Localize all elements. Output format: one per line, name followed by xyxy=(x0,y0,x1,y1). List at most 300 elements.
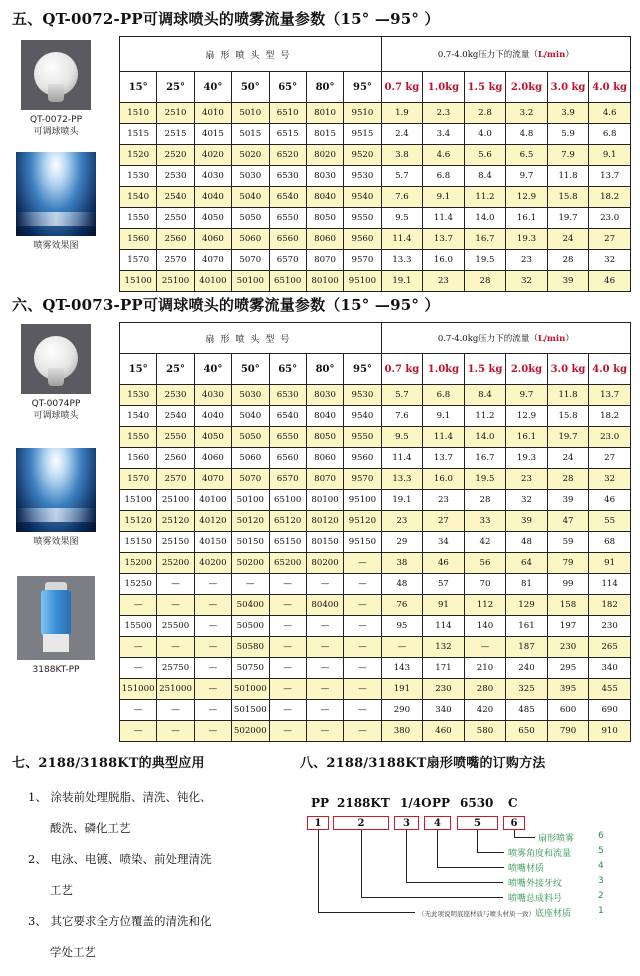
model-cell: — xyxy=(306,574,343,595)
model-caption: 扇形喷头型号 xyxy=(120,37,382,72)
model-cell: 9520 xyxy=(344,145,381,166)
model-cell: 15500 xyxy=(120,616,157,637)
model-cell: 5030 xyxy=(232,166,269,187)
model-cell: 6510 xyxy=(269,103,306,124)
flow-cell: 7.6 xyxy=(381,406,423,427)
flow-cell: 16.7 xyxy=(464,448,506,469)
flow-cell: 6.8 xyxy=(423,385,465,406)
spray-photo xyxy=(16,448,96,532)
flow-caption: 0.7-4.0kg压力下的流量（L/min） xyxy=(381,37,630,72)
model-cell: 40100 xyxy=(194,271,231,292)
model-cell: — xyxy=(194,679,231,700)
model-cell: 1550 xyxy=(120,208,157,229)
flow-cell: 16.0 xyxy=(423,469,465,490)
table-row xyxy=(120,469,631,490)
table-row xyxy=(120,658,631,679)
flow-cell: 158 xyxy=(547,595,589,616)
flow-cell: 650 xyxy=(506,721,548,742)
model-cell: 15250 xyxy=(120,574,157,595)
flow-cell: 13.3 xyxy=(381,469,423,490)
pressure-header: 4.0 kg xyxy=(589,354,631,385)
legend-item-5: 喷雾角度和流量 5 xyxy=(508,846,604,859)
flow-cell: 600 xyxy=(547,700,589,721)
model-cell: 1530 xyxy=(120,385,157,406)
model-cell: 80100 xyxy=(306,271,343,292)
spray-label: 喷雾效果图 xyxy=(33,537,79,547)
model-cell: 4015 xyxy=(194,124,231,145)
flow-cell: 11.4 xyxy=(381,229,423,250)
model-cell: — xyxy=(157,637,194,658)
model-cell: 9540 xyxy=(344,187,381,208)
flow-cell: 210 xyxy=(464,658,506,679)
product-photo xyxy=(17,576,95,660)
model-cell: 8020 xyxy=(306,145,343,166)
model-cell: 2570 xyxy=(157,469,194,490)
flow-cell: 11.4 xyxy=(423,208,465,229)
model-cell: — xyxy=(194,721,231,742)
flow-cell: 28 xyxy=(547,469,589,490)
table-row xyxy=(120,406,631,427)
flow-cell: 28 xyxy=(547,250,589,271)
model-cell: — xyxy=(194,595,231,616)
model-cell: — xyxy=(306,679,343,700)
model-cell: — xyxy=(194,637,231,658)
flow-cell: 32 xyxy=(589,469,631,490)
flow-cell: 18.2 xyxy=(589,187,631,208)
flow-cell: 23 xyxy=(423,271,465,292)
model-cell: 8070 xyxy=(306,250,343,271)
pressure-header: 1.5 kg xyxy=(464,72,506,103)
model-cell: 8040 xyxy=(306,187,343,208)
flow-cell: 47 xyxy=(547,511,589,532)
model-cell: 8015 xyxy=(306,124,343,145)
model-cell: 6530 xyxy=(269,166,306,187)
flow-cell: 14.0 xyxy=(464,208,506,229)
flow-cell: 29 xyxy=(381,532,423,553)
flow-cell: 3.4 xyxy=(423,124,465,145)
table-row xyxy=(120,427,631,448)
model-cell: 1540 xyxy=(120,406,157,427)
flow-cell: 23 xyxy=(506,250,548,271)
code-box-1: 1 xyxy=(307,816,329,830)
code-box-6: 6 xyxy=(503,816,525,830)
model-cell: 2510 xyxy=(157,103,194,124)
model-cell: 25200 xyxy=(157,553,194,574)
model-cell: 9530 xyxy=(344,385,381,406)
flow-cell: 161 xyxy=(506,616,548,637)
model-cell: 6560 xyxy=(269,448,306,469)
flow-cell: 91 xyxy=(423,595,465,616)
flow-cell: 9.7 xyxy=(506,166,548,187)
flow-cell: 171 xyxy=(423,658,465,679)
flow-cell: 13.7 xyxy=(589,385,631,406)
flow-cell: 12.9 xyxy=(506,187,548,208)
flow-cell: 23 xyxy=(381,511,423,532)
model-cell: 251000 xyxy=(157,679,194,700)
flow-cell: 197 xyxy=(547,616,589,637)
model-cell: — xyxy=(157,700,194,721)
flow-cell: 15.8 xyxy=(547,406,589,427)
list-item: 酸洗、磷化工艺 xyxy=(50,821,131,835)
flow-cell: 485 xyxy=(506,700,548,721)
angle-header: 95° xyxy=(344,354,381,385)
flow-cell: 15.8 xyxy=(547,187,589,208)
angle-header: 15° xyxy=(120,354,157,385)
model-cell: 50400 xyxy=(232,595,269,616)
flow-cell: 28 xyxy=(464,490,506,511)
model-cell: 1560 xyxy=(120,448,157,469)
angle-header: 40° xyxy=(194,72,231,103)
model-cell: — xyxy=(269,637,306,658)
model-cell: 8040 xyxy=(306,406,343,427)
flow-cell: 112 xyxy=(464,595,506,616)
flow-cell: 132 xyxy=(423,637,465,658)
model-cell: 6570 xyxy=(269,469,306,490)
model-cell: — xyxy=(194,700,231,721)
flow-cell: 33 xyxy=(464,511,506,532)
legend-item-3: 喷嘴外接牙纹 3 xyxy=(508,876,604,889)
table-row xyxy=(120,448,631,469)
pressure-header: 0.7 kg xyxy=(381,354,423,385)
model-cell: 9560 xyxy=(344,448,381,469)
flow-cell: 790 xyxy=(547,721,589,742)
model-cell: 1570 xyxy=(120,250,157,271)
table-row xyxy=(120,574,631,595)
model-cell: 40100 xyxy=(194,490,231,511)
model-cell: 6540 xyxy=(269,406,306,427)
pressure-header: 2.0kg xyxy=(506,354,548,385)
flow-cell: 3.8 xyxy=(381,145,423,166)
flow-cell: 19.1 xyxy=(381,490,423,511)
flow-cell: 114 xyxy=(423,616,465,637)
flow-cell: 5.6 xyxy=(464,145,506,166)
table-row xyxy=(120,385,631,406)
angle-header: 50° xyxy=(232,354,269,385)
model-cell: 4050 xyxy=(194,427,231,448)
flow-cell: 24 xyxy=(547,448,589,469)
model-cell: 5010 xyxy=(232,103,269,124)
model-cell: 80400 xyxy=(306,595,343,616)
model-cell: 4070 xyxy=(194,469,231,490)
model-cell: 1520 xyxy=(120,145,157,166)
nozzle-photo xyxy=(21,324,91,394)
model-cell: 8030 xyxy=(306,166,343,187)
pressure-header: 1.0kg xyxy=(423,354,465,385)
model-cell: 95100 xyxy=(344,490,381,511)
code-part: 2188KT xyxy=(337,796,390,810)
flow-cell: 129 xyxy=(506,595,548,616)
model-cell: 40200 xyxy=(194,553,231,574)
flow-cell: 19.1 xyxy=(381,271,423,292)
pressure-header: 4.0 kg xyxy=(589,72,631,103)
flow-cell: 5.9 xyxy=(547,124,589,145)
model-cell: 2520 xyxy=(157,145,194,166)
flow-cell: 32 xyxy=(589,250,631,271)
model-cell: 6570 xyxy=(269,250,306,271)
model-cell: 9540 xyxy=(344,406,381,427)
model-cell: 9530 xyxy=(344,166,381,187)
flow-cell: 143 xyxy=(381,658,423,679)
flow-cell: 5.7 xyxy=(381,166,423,187)
code-box-5: 5 xyxy=(457,816,498,830)
flow-cell: 38 xyxy=(381,553,423,574)
section6-flow-table xyxy=(119,322,631,742)
flow-cell: 11.8 xyxy=(547,385,589,406)
model-cell: 6520 xyxy=(269,145,306,166)
flow-cell: 13.3 xyxy=(381,250,423,271)
flow-cell: 460 xyxy=(423,721,465,742)
flow-cell: 46 xyxy=(423,553,465,574)
model-cell: — xyxy=(194,616,231,637)
nozzle-name-label: 可调球喷头 xyxy=(33,127,79,137)
model-cell: 2515 xyxy=(157,124,194,145)
model-cell: 5070 xyxy=(232,469,269,490)
model-cell: 9550 xyxy=(344,208,381,229)
angle-header: 40° xyxy=(194,354,231,385)
angle-header: 80° xyxy=(306,72,343,103)
flow-cell: 9.1 xyxy=(423,406,465,427)
flow-cell: 24 xyxy=(547,229,589,250)
model-cell: 151000 xyxy=(120,679,157,700)
flow-cell: 4.0 xyxy=(464,124,506,145)
flow-cell: 9.1 xyxy=(589,145,631,166)
flow-cell: 340 xyxy=(589,658,631,679)
model-cell: 50200 xyxy=(232,553,269,574)
angle-header: 25° xyxy=(157,72,194,103)
model-cell: — xyxy=(157,721,194,742)
angle-header: 80° xyxy=(306,354,343,385)
flow-cell: 11.2 xyxy=(464,406,506,427)
flow-cell: 230 xyxy=(547,637,589,658)
model-cell: 6560 xyxy=(269,229,306,250)
model-cell: 15100 xyxy=(120,490,157,511)
angle-header: 25° xyxy=(157,354,194,385)
flow-cell: 230 xyxy=(423,679,465,700)
model-cell: 80120 xyxy=(306,511,343,532)
spray-photo xyxy=(16,152,96,236)
flow-cell: 27 xyxy=(423,511,465,532)
flow-cell: 182 xyxy=(589,595,631,616)
model-cell: 9510 xyxy=(344,103,381,124)
flow-cell: 34 xyxy=(423,532,465,553)
model-cell: 6515 xyxy=(269,124,306,145)
angle-header: 65° xyxy=(269,354,306,385)
flow-cell: 57 xyxy=(423,574,465,595)
table-row xyxy=(120,124,631,145)
model-cell: — xyxy=(157,595,194,616)
model-cell: 50120 xyxy=(232,511,269,532)
flow-cell: 6.5 xyxy=(506,145,548,166)
flow-cell: 19.7 xyxy=(547,427,589,448)
flow-cell: 19.5 xyxy=(464,250,506,271)
model-cell: 8010 xyxy=(306,103,343,124)
model-cell: 5040 xyxy=(232,187,269,208)
table-row xyxy=(120,103,631,124)
legend-item-4: 喷嘴材质 4 xyxy=(508,861,604,874)
flow-cell: 9.1 xyxy=(423,187,465,208)
flow-cell: 16.7 xyxy=(464,229,506,250)
model-cell: — xyxy=(232,574,269,595)
nozzle-photo xyxy=(21,40,91,110)
flow-cell: 27 xyxy=(589,229,631,250)
angle-header: 50° xyxy=(232,72,269,103)
angle-header: 95° xyxy=(344,72,381,103)
model-cell: 80100 xyxy=(306,490,343,511)
flow-cell: — xyxy=(464,637,506,658)
model-cell: — xyxy=(306,658,343,679)
model-cell: 2550 xyxy=(157,427,194,448)
flow-cell: 99 xyxy=(547,574,589,595)
table-row xyxy=(120,250,631,271)
model-cell: 6550 xyxy=(269,427,306,448)
table-row xyxy=(120,187,631,208)
model-cell: 9560 xyxy=(344,229,381,250)
pressure-header: 3.0 kg xyxy=(547,72,589,103)
model-cell: 50580 xyxy=(232,637,269,658)
model-cell: — xyxy=(344,574,381,595)
product-label: 3188KT-PP xyxy=(32,665,80,675)
model-cell: 1540 xyxy=(120,187,157,208)
code-part: PP xyxy=(432,796,451,810)
model-cell: 25500 xyxy=(157,616,194,637)
model-cell: — xyxy=(344,595,381,616)
model-cell: 40120 xyxy=(194,511,231,532)
flow-cell: 1.9 xyxy=(381,103,423,124)
model-cell: 8050 xyxy=(306,208,343,229)
flow-cell: 13.7 xyxy=(589,166,631,187)
flow-cell: 19.3 xyxy=(506,229,548,250)
flow-cell: 325 xyxy=(506,679,548,700)
model-cell: — xyxy=(344,658,381,679)
model-cell: 95120 xyxy=(344,511,381,532)
flow-cell: 240 xyxy=(506,658,548,679)
model-cell: 2540 xyxy=(157,406,194,427)
flow-cell: 340 xyxy=(423,700,465,721)
model-cell: 80200 xyxy=(306,553,343,574)
model-cell: — xyxy=(269,595,306,616)
model-cell: 502000 xyxy=(232,721,269,742)
flow-cell: 23 xyxy=(423,490,465,511)
model-cell: 1510 xyxy=(120,103,157,124)
table-row xyxy=(120,679,631,700)
table-row xyxy=(120,616,631,637)
model-cell: — xyxy=(306,700,343,721)
flow-cell: 39 xyxy=(547,490,589,511)
model-cell: 6550 xyxy=(269,208,306,229)
flow-cell: 395 xyxy=(547,679,589,700)
model-cell: 9570 xyxy=(344,469,381,490)
model-cell: 80150 xyxy=(306,532,343,553)
flow-cell: 3.2 xyxy=(506,103,548,124)
model-cell: 9550 xyxy=(344,427,381,448)
flow-cell: 55 xyxy=(589,511,631,532)
model-cell: 25750 xyxy=(157,658,194,679)
model-cell: 5070 xyxy=(232,250,269,271)
flow-cell: 18.2 xyxy=(589,406,631,427)
model-cell: 4050 xyxy=(194,208,231,229)
flow-cell: 580 xyxy=(464,721,506,742)
model-cell: 5060 xyxy=(232,229,269,250)
flow-cell: 79 xyxy=(547,553,589,574)
application-list xyxy=(28,790,211,976)
model-cell: — xyxy=(344,637,381,658)
flow-cell: 39 xyxy=(547,271,589,292)
legend-item-2: 喷嘴总成料号 2 xyxy=(508,891,604,904)
model-cell: 2570 xyxy=(157,250,194,271)
model-cell: 5060 xyxy=(232,448,269,469)
nozzle-model-label: QT-0074PP xyxy=(31,399,81,409)
flow-cell: 230 xyxy=(589,616,631,637)
table-row xyxy=(120,145,631,166)
flow-cell: 23.0 xyxy=(589,427,631,448)
flow-cell: 140 xyxy=(464,616,506,637)
pressure-header: 2.0kg xyxy=(506,72,548,103)
model-cell: 501000 xyxy=(232,679,269,700)
code-box-2: 2 xyxy=(333,816,389,830)
legend-item-1: （无此项说明底座材质与喷头材质一致）底座材质 1 xyxy=(418,906,604,919)
model-cell: 25120 xyxy=(157,511,194,532)
section5-flow-table xyxy=(119,36,631,292)
flow-cell: 290 xyxy=(381,700,423,721)
section7-title: 七、2188/3188KT的典型应用 xyxy=(12,756,205,771)
flow-cell: 7.9 xyxy=(547,145,589,166)
flow-cell: 13.7 xyxy=(423,448,465,469)
table-row xyxy=(120,229,631,250)
model-cell: 8030 xyxy=(306,385,343,406)
flow-cell: 3.9 xyxy=(547,103,589,124)
model-cell: 5040 xyxy=(232,406,269,427)
flow-cell: 6.8 xyxy=(589,124,631,145)
nozzle-name-label: 可调球喷头 xyxy=(33,411,79,421)
flow-cell: 910 xyxy=(589,721,631,742)
flow-cell: — xyxy=(381,637,423,658)
model-cell: 15100 xyxy=(120,271,157,292)
model-cell: 4010 xyxy=(194,103,231,124)
model-cell: 6540 xyxy=(269,187,306,208)
model-cell: 5030 xyxy=(232,385,269,406)
angle-header: 15° xyxy=(120,72,157,103)
flow-cell: 295 xyxy=(547,658,589,679)
model-cell: — xyxy=(269,721,306,742)
list-item: 学处工艺 xyxy=(50,945,96,959)
flow-cell: 70 xyxy=(464,574,506,595)
model-cell: 2550 xyxy=(157,208,194,229)
model-cell: 50750 xyxy=(232,658,269,679)
pressure-header: 1.0kg xyxy=(423,72,465,103)
flow-cell: 4.8 xyxy=(506,124,548,145)
model-cell: 40150 xyxy=(194,532,231,553)
flow-cell: 42 xyxy=(464,532,506,553)
model-cell: 2530 xyxy=(157,385,194,406)
flow-cell: 19.7 xyxy=(547,208,589,229)
model-cell: 1530 xyxy=(120,166,157,187)
model-cell: 1550 xyxy=(120,427,157,448)
model-cell: — xyxy=(344,721,381,742)
model-cell: 4020 xyxy=(194,145,231,166)
model-cell: 1570 xyxy=(120,469,157,490)
model-cell: 25150 xyxy=(157,532,194,553)
model-cell: — xyxy=(194,658,231,679)
model-cell: 4030 xyxy=(194,385,231,406)
section5-sidebar xyxy=(0,40,112,252)
table-row xyxy=(120,511,631,532)
flow-caption: 0.7-4.0kg压力下的流量（L/min） xyxy=(381,323,630,354)
model-cell: 50150 xyxy=(232,532,269,553)
flow-cell: 9.5 xyxy=(381,427,423,448)
model-cell: 4070 xyxy=(194,250,231,271)
model-cell: — xyxy=(157,574,194,595)
model-cell: — xyxy=(306,721,343,742)
